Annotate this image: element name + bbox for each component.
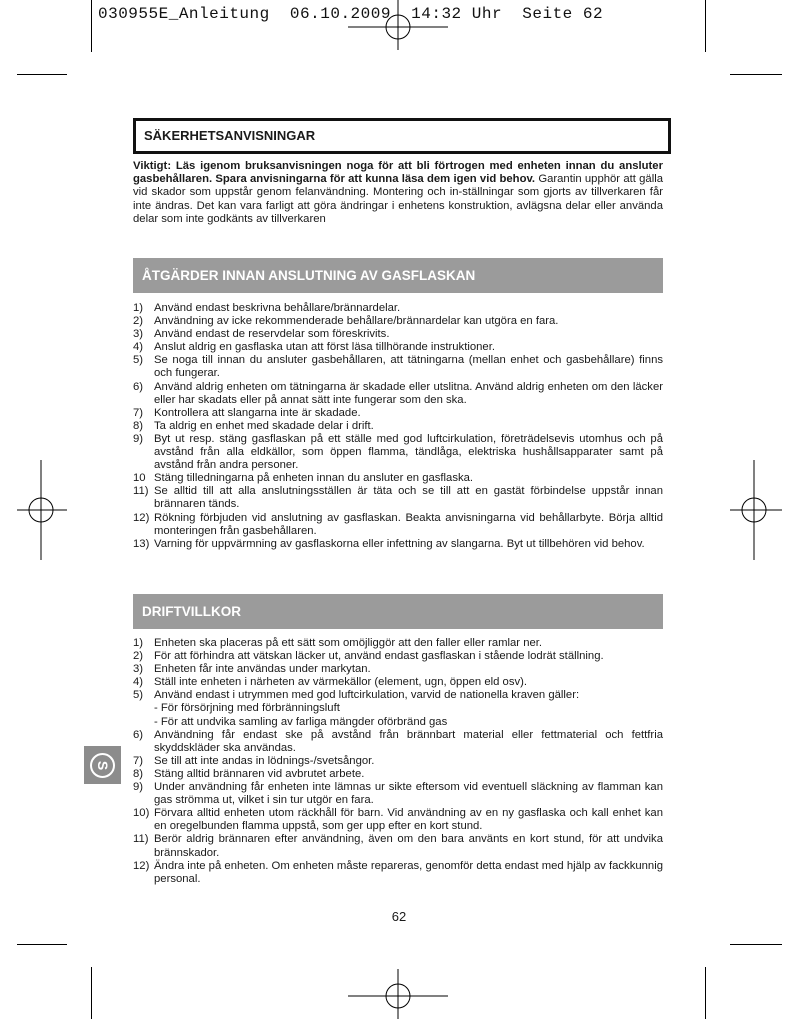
- crop-mark: [730, 74, 782, 75]
- list-item: [133, 807, 663, 833]
- list-item: [133, 485, 663, 511]
- list-item: [133, 302, 663, 315]
- list-item-number: 4): [133, 341, 144, 354]
- list-item-text: Enheten får inte användas under markytan.: [154, 663, 371, 676]
- registration-mark-icon: [17, 460, 67, 560]
- list-item-number: 5): [133, 354, 144, 367]
- list-item-text: Använd endast i utrymmen med god luftcirkulation, varvid de nationella kraven gäller:: [154, 689, 580, 702]
- list-item-text: Se alltid till att alla anslutningsställen är täta och se till att en gastät förbindelse uppstår innan brännaren tänds.: [154, 485, 663, 511]
- crop-mark: [17, 944, 67, 945]
- print-header: 030955E_Anleitung 06.10.2009 14:32 Uhr Seite 62: [98, 5, 604, 23]
- list-item-number: 3): [133, 663, 144, 676]
- crop-mark: [91, 967, 92, 1019]
- list-item-number: 2): [133, 650, 144, 663]
- list-item-number: 11): [133, 485, 149, 498]
- section-title-operating: DRIFTVILLKOR: [133, 594, 663, 629]
- list-item-number: 7): [133, 406, 144, 419]
- list-item-text: Varning för uppvärmning av gasflaskorna eller infettning av slangarna. Byt ut tillbehören vid behov.: [154, 537, 645, 550]
- list-item-text: Ställ inte enheten i närheten av värmekällor (element, ugn, öppen eld osv).: [154, 676, 528, 689]
- list-item: [133, 689, 663, 728]
- list-item-text: Se noga till innan du ansluter gasbehållaren, att tätningarna (mellan enhet och gasbehållare) finns och fungerar.: [154, 354, 663, 380]
- list-item-number: 13): [133, 537, 150, 550]
- list-item-text: Stäng tilledningarna på enheten innan du ansluter en gasflaska.: [154, 472, 474, 485]
- list-item-text: Rökning förbjuden vid anslutning av gasflaskan. Beakta anvisningarna vid behållarbyte. Börja alltid monteringen från gasbehållaren.: [154, 511, 663, 537]
- list-item: [133, 768, 663, 781]
- list-item: [133, 833, 663, 859]
- section-title-safety: SÄKERHETSANVISNINGAR: [133, 118, 671, 154]
- list-item-text: Användning får endast ske på avstånd från brännbart material eller fettmaterial och fettfria skyddskläder ska användas.: [154, 728, 663, 754]
- list-item-number: 12): [133, 511, 150, 524]
- safety-intro-bold: Viktigt: Läs igenom bruksanvisningen noga för att bli förtrogen med enheten innan du ansluter gasbehållaren. Spara anvisningarna för att kunna läsa dem igen vid behov.: [133, 160, 663, 186]
- list-item-text: Använd endast beskrivna behållare/brännardelar.: [154, 302, 401, 314]
- list-item-number: 9): [133, 432, 144, 445]
- list-item-number: 7): [133, 754, 144, 767]
- list-item-text: Kontrollera att slangarna inte är skadade.: [154, 406, 361, 419]
- list-item-text: Se till att inte andas in lödnings-/svetsångor.: [154, 754, 375, 767]
- list-item: [133, 538, 663, 551]
- list-item-text: Använd aldrig enheten om tätningarna är skadade eller utslitna. Använd aldrig enheten om den läcker eller har skadats eller på annat sätt inte fungerar som den ska.: [154, 380, 663, 406]
- safety-intro-text: Garantin upphör att gälla vid skador som uppstår genom felanvändning. Montering och in-ställningar som gjorts av tillverkaren får inte ändras. Det kan vara farligt att göra ändringar i enhetens konstruktion, avlägsna delar eller använda delar som inte godkänts av tillverkaren: [133, 173, 663, 225]
- list-item: [133, 650, 663, 663]
- list-item-text: Berör aldrig brännaren efter användning, även om den bara använts en kort stund, för att undvika brännskador.: [154, 833, 663, 859]
- list-item-text: Under användning får enheten inte lämnas ur sikte eftersom vid eventuell släckning av flamman kan gas strömma ut, vilket i sin tur utgör en fara.: [154, 781, 663, 807]
- list-item: [133, 755, 663, 768]
- list-item: [133, 381, 663, 407]
- list-item-text: Förvara alltid enheten utom räckhåll för barn. Vid användning av en ny gasflaska och kall enhet kan en oregelbunden flamma uppstå, som ger upp efter en kort stund.: [154, 807, 663, 833]
- list-item-text: Ta aldrig en enhet med skadade delar i drift.: [154, 419, 374, 432]
- list-item-text: Använd endast de reservdelar som föreskrivits.: [154, 328, 390, 341]
- list-item-number: 11): [133, 833, 149, 846]
- list-item: [133, 781, 663, 807]
- section-title-before-connect: ÅTGÄRDER INNAN ANSLUTNING AV GASFLASKAN: [133, 258, 663, 293]
- list-item: [133, 407, 663, 420]
- list-item-number: 6): [133, 380, 144, 393]
- list-item: [133, 729, 663, 755]
- list-sub-item: - För försörjning med förbränningsluft: [154, 702, 340, 715]
- safety-intro: [133, 160, 663, 226]
- page-number: 62: [391, 909, 407, 924]
- crop-mark: [17, 74, 67, 75]
- list-item: [133, 315, 663, 328]
- list-item-text: Anslut aldrig en gasflaska utan att först läsa tillhörande instruktioner.: [154, 341, 495, 354]
- list-item-number: 2): [133, 315, 144, 328]
- list-item: [133, 512, 663, 538]
- list-item-number: 6): [133, 728, 144, 741]
- list-item-number: 5): [133, 689, 144, 702]
- list-item-number: 4): [133, 676, 144, 689]
- registration-mark-icon: [348, 969, 448, 1019]
- list-item: [133, 676, 663, 689]
- crop-mark: [705, 0, 706, 52]
- list-item-number: 3): [133, 328, 144, 341]
- list-item: [133, 341, 663, 354]
- crop-mark: [91, 0, 92, 52]
- list-item: [133, 420, 663, 433]
- registration-mark-icon: [348, 0, 448, 50]
- registration-mark-icon: [730, 460, 782, 560]
- list-item: [133, 637, 663, 650]
- list-item: [133, 860, 663, 886]
- language-tab: [84, 746, 121, 784]
- list-item-number: 8): [133, 419, 144, 432]
- list-item-number: 1): [133, 302, 144, 314]
- list-item-text: Ändra inte på enheten. Om enheten måste repareras, genomför detta endast med hjälp av fackkunnig personal.: [154, 859, 663, 885]
- list-sub-item: - För att undvika samling av farliga mängder oförbränd gas: [154, 715, 448, 728]
- list-item-number: 10: [133, 472, 146, 485]
- list-item: [133, 663, 663, 676]
- list-item-number: 8): [133, 767, 144, 780]
- list-item-number: 1): [133, 637, 144, 649]
- list-item: [133, 354, 663, 380]
- list-item-number: 10): [133, 807, 150, 820]
- crop-mark: [705, 967, 706, 1019]
- language-tab-label: S: [90, 753, 115, 778]
- crop-mark: [730, 944, 782, 945]
- list-item-number: 12): [133, 859, 150, 872]
- list-item: [133, 472, 663, 485]
- operating-list: [133, 637, 663, 886]
- list-item-text: Användning av icke rekommenderade behållare/brännardelar kan utgöra en fara.: [154, 315, 559, 328]
- list-item-number: 9): [133, 781, 144, 794]
- list-item-text: För att förhindra att vätskan läcker ut, använd endast gasflaskan i stående lodrät ställning.: [154, 650, 604, 663]
- list-item: [133, 433, 663, 472]
- before-connect-list: [133, 302, 663, 551]
- list-item-text: Byt ut resp. stäng gasflaskan på ett ställe med god luftcirkulation, företrädelsevis utomhus och på avstånd från alla eldkällor, som öppen flamma, tändlåga, elektriska hushållsapparater samt på avstånd från andra personer.: [154, 432, 663, 472]
- list-item: [133, 328, 663, 341]
- list-item-text: Stäng alltid brännaren vid avbrutet arbete.: [154, 767, 365, 780]
- list-item-text: Enheten ska placeras på ett sätt som omöjliggör att den faller eller ramlar ner.: [154, 637, 543, 649]
